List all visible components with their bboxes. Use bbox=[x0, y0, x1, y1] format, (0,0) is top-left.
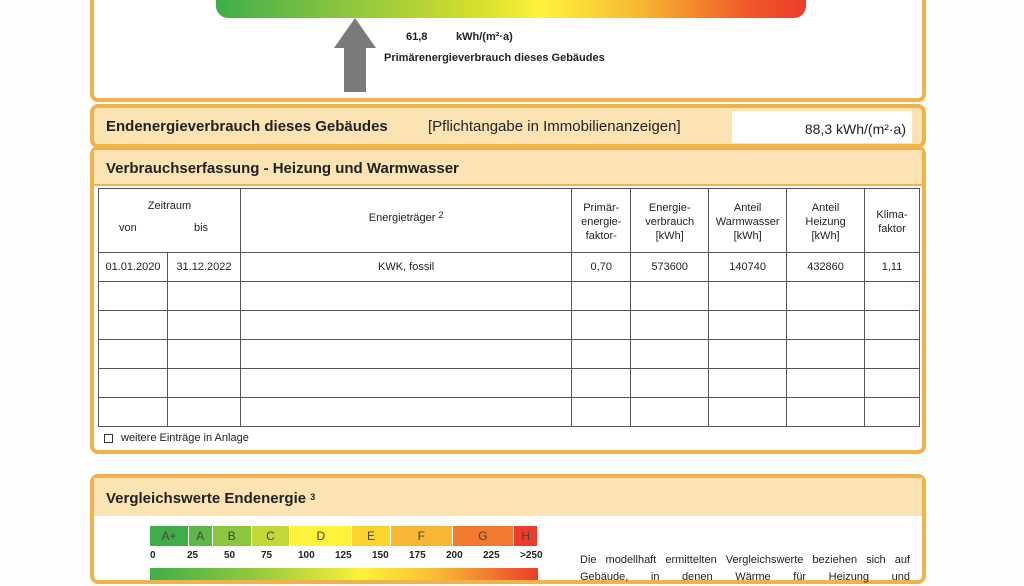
header-zeitraum bbox=[99, 189, 241, 253]
header-energietraeger bbox=[240, 189, 571, 253]
cell-heizung bbox=[787, 311, 865, 340]
cell-von bbox=[99, 398, 168, 426]
cell-bis: 31.12.2022 bbox=[176, 261, 232, 273]
efficiency-class-c: C bbox=[252, 526, 291, 546]
cell-energieverbrauch bbox=[631, 311, 709, 340]
cell-heizung bbox=[787, 340, 865, 369]
scale-tick-label: 200 bbox=[446, 550, 463, 561]
scale-tick-label: 50 bbox=[224, 550, 236, 561]
cell-energietraeger: KWK, fossil bbox=[240, 253, 571, 282]
cell-energietraeger bbox=[240, 369, 571, 398]
cell-energieverbrauch bbox=[631, 369, 709, 398]
up-arrow-shaft bbox=[344, 46, 366, 92]
comparison-panel bbox=[90, 474, 926, 584]
header-line: Klima- bbox=[876, 208, 908, 221]
cell-energieverbrauch bbox=[631, 398, 709, 427]
up-arrow-icon bbox=[334, 18, 376, 48]
cell-zeitraum bbox=[99, 253, 241, 282]
scale-tick-label: 0 bbox=[150, 550, 156, 561]
final-energy-title: Endenergieverbrauch dieses Gebäudes bbox=[106, 118, 388, 135]
comparison-title bbox=[94, 478, 922, 516]
header-von: von bbox=[119, 222, 137, 234]
cell-warmwasser bbox=[709, 398, 787, 427]
efficiency-class-h: H bbox=[514, 526, 538, 546]
header-energietraeger-label: Energieträger bbox=[368, 212, 436, 224]
cell-warmwasser: 140740 bbox=[709, 253, 787, 282]
cell-heizung: 432860 bbox=[787, 253, 865, 282]
header-line: verbrauch bbox=[645, 215, 695, 228]
cell-von bbox=[99, 369, 168, 397]
primary-energy-value-box bbox=[382, 28, 592, 48]
table-row bbox=[99, 369, 920, 398]
efficiency-class-a: A bbox=[189, 526, 213, 546]
more-entries-row bbox=[104, 432, 249, 444]
footnote-marker: 2 bbox=[438, 210, 444, 220]
efficiency-class-bar bbox=[150, 526, 538, 546]
header-line: Heizung bbox=[805, 215, 846, 228]
cell-bis bbox=[168, 398, 240, 426]
consumption-title: Verbrauchserfassung - Heizung und Warmwasser bbox=[94, 150, 922, 186]
cell-energietraeger bbox=[240, 340, 571, 369]
more-entries-checkbox[interactable] bbox=[104, 434, 113, 443]
cell-energietraeger bbox=[240, 282, 571, 311]
efficiency-class-g: G bbox=[453, 526, 515, 546]
header-line: Warmwasser bbox=[715, 215, 780, 228]
header-line: Anteil bbox=[733, 201, 762, 214]
energy-scale-bar bbox=[216, 0, 806, 18]
cell-heizung bbox=[787, 282, 865, 311]
cell-energietraeger bbox=[240, 311, 571, 340]
cell-energieverbrauch: 573600 bbox=[631, 253, 709, 282]
header-line: Primär- bbox=[583, 201, 620, 214]
header-line: [kWh] bbox=[733, 229, 762, 242]
footnote-marker: 3 bbox=[310, 492, 316, 502]
efficiency-class-b: B bbox=[213, 526, 252, 546]
primary-energy-panel bbox=[90, 0, 926, 102]
cell-bis bbox=[168, 340, 240, 368]
cell-zeitraum bbox=[99, 282, 241, 311]
consumption-table bbox=[98, 188, 920, 427]
cell-energieverbrauch bbox=[631, 340, 709, 369]
cell-bis bbox=[168, 282, 240, 310]
cell-warmwasser bbox=[709, 282, 787, 311]
scale-tick-label: 75 bbox=[261, 550, 273, 561]
header-line: faktor bbox=[878, 222, 906, 235]
final-energy-panel bbox=[90, 104, 926, 148]
table-header-row bbox=[99, 189, 920, 253]
cell-von bbox=[99, 282, 168, 310]
scale-tick-label: >250 bbox=[520, 550, 543, 561]
cell-primaerfaktor bbox=[572, 311, 631, 340]
header-energieverbrauch bbox=[631, 189, 709, 253]
header-line: [kWh] bbox=[655, 229, 684, 242]
cell-von bbox=[99, 311, 168, 339]
cell-primaerfaktor bbox=[572, 369, 631, 398]
cell-warmwasser bbox=[709, 369, 787, 398]
cell-klimafaktor bbox=[865, 369, 920, 398]
cell-zeitraum bbox=[99, 340, 241, 369]
header-line: Energie- bbox=[648, 201, 691, 214]
header-zeitraum-label: Zeitraum bbox=[147, 200, 192, 212]
cell-zeitraum bbox=[99, 369, 241, 398]
primary-energy-unit: kWh/(m²·a) bbox=[456, 31, 513, 43]
header-bis: bis bbox=[194, 222, 209, 234]
header-heizung bbox=[787, 189, 865, 253]
comparison-text: Die modellhaft ermittelten Vergleichswerte beziehen sich auf Gebäude, in denen Wärme für Heizung und bbox=[580, 554, 910, 583]
efficiency-class-aplus: A+ bbox=[150, 526, 189, 546]
header-line: [kWh] bbox=[811, 229, 840, 242]
header-primaerfaktor bbox=[572, 189, 631, 253]
cell-zeitraum bbox=[99, 311, 241, 340]
more-entries-label: weitere Einträge in Anlage bbox=[121, 432, 249, 444]
cell-klimafaktor bbox=[865, 282, 920, 311]
scale-tick-label: 150 bbox=[372, 550, 389, 561]
cell-primaerfaktor: 0,70 bbox=[572, 253, 631, 282]
cell-primaerfaktor bbox=[572, 340, 631, 369]
cell-klimafaktor bbox=[865, 398, 920, 427]
cell-zeitraum bbox=[99, 398, 241, 427]
header-line: Anteil bbox=[811, 201, 840, 214]
efficiency-class-d: D bbox=[290, 526, 352, 546]
table-row bbox=[99, 340, 920, 369]
table-row bbox=[99, 311, 920, 340]
scale-tick-label: 100 bbox=[298, 550, 315, 561]
comparison-title-text: Vergleichswerte Endenergie bbox=[106, 490, 307, 507]
cell-von: 01.01.2020 bbox=[99, 253, 168, 281]
scale-tick-label: 175 bbox=[409, 550, 426, 561]
cell-primaerfaktor bbox=[572, 282, 631, 311]
primary-energy-value: 61,8 bbox=[406, 31, 428, 43]
table-row bbox=[99, 253, 920, 282]
cell-energietraeger bbox=[240, 398, 571, 427]
cell-primaerfaktor bbox=[572, 398, 631, 427]
consumption-panel bbox=[90, 146, 926, 454]
efficiency-scale bbox=[150, 550, 543, 564]
cell-von bbox=[99, 340, 168, 368]
table-row bbox=[99, 282, 920, 311]
header-line: energie- bbox=[581, 215, 622, 228]
efficiency-class-f: F bbox=[391, 526, 453, 546]
scale-tick-label: 125 bbox=[335, 550, 352, 561]
cell-klimafaktor bbox=[865, 311, 920, 340]
cell-heizung bbox=[787, 369, 865, 398]
primary-energy-label: Primärenergieverbrauch dieses Gebäudes bbox=[384, 52, 605, 64]
scale-tick-label: 225 bbox=[483, 550, 500, 561]
final-energy-subtitle: [Pflichtangabe in Immobilienanzeigen] bbox=[428, 118, 681, 135]
cell-bis bbox=[168, 369, 240, 397]
header-line: faktor- bbox=[585, 229, 617, 242]
efficiency-gradient-bar bbox=[150, 568, 538, 580]
efficiency-class-e: E bbox=[352, 526, 391, 546]
cell-bis bbox=[168, 311, 240, 339]
cell-warmwasser bbox=[709, 311, 787, 340]
cell-energieverbrauch bbox=[631, 282, 709, 311]
cell-heizung bbox=[787, 398, 865, 427]
cell-klimafaktor bbox=[865, 340, 920, 369]
final-energy-value: 88,3 kWh/(m²·a) bbox=[732, 111, 912, 143]
header-warmwasser bbox=[709, 189, 787, 253]
table-row bbox=[99, 398, 920, 427]
cell-klimafaktor: 1,11 bbox=[865, 253, 920, 282]
scale-tick-label: 25 bbox=[187, 550, 199, 561]
header-klimafaktor bbox=[865, 189, 920, 253]
cell-warmwasser bbox=[709, 340, 787, 369]
